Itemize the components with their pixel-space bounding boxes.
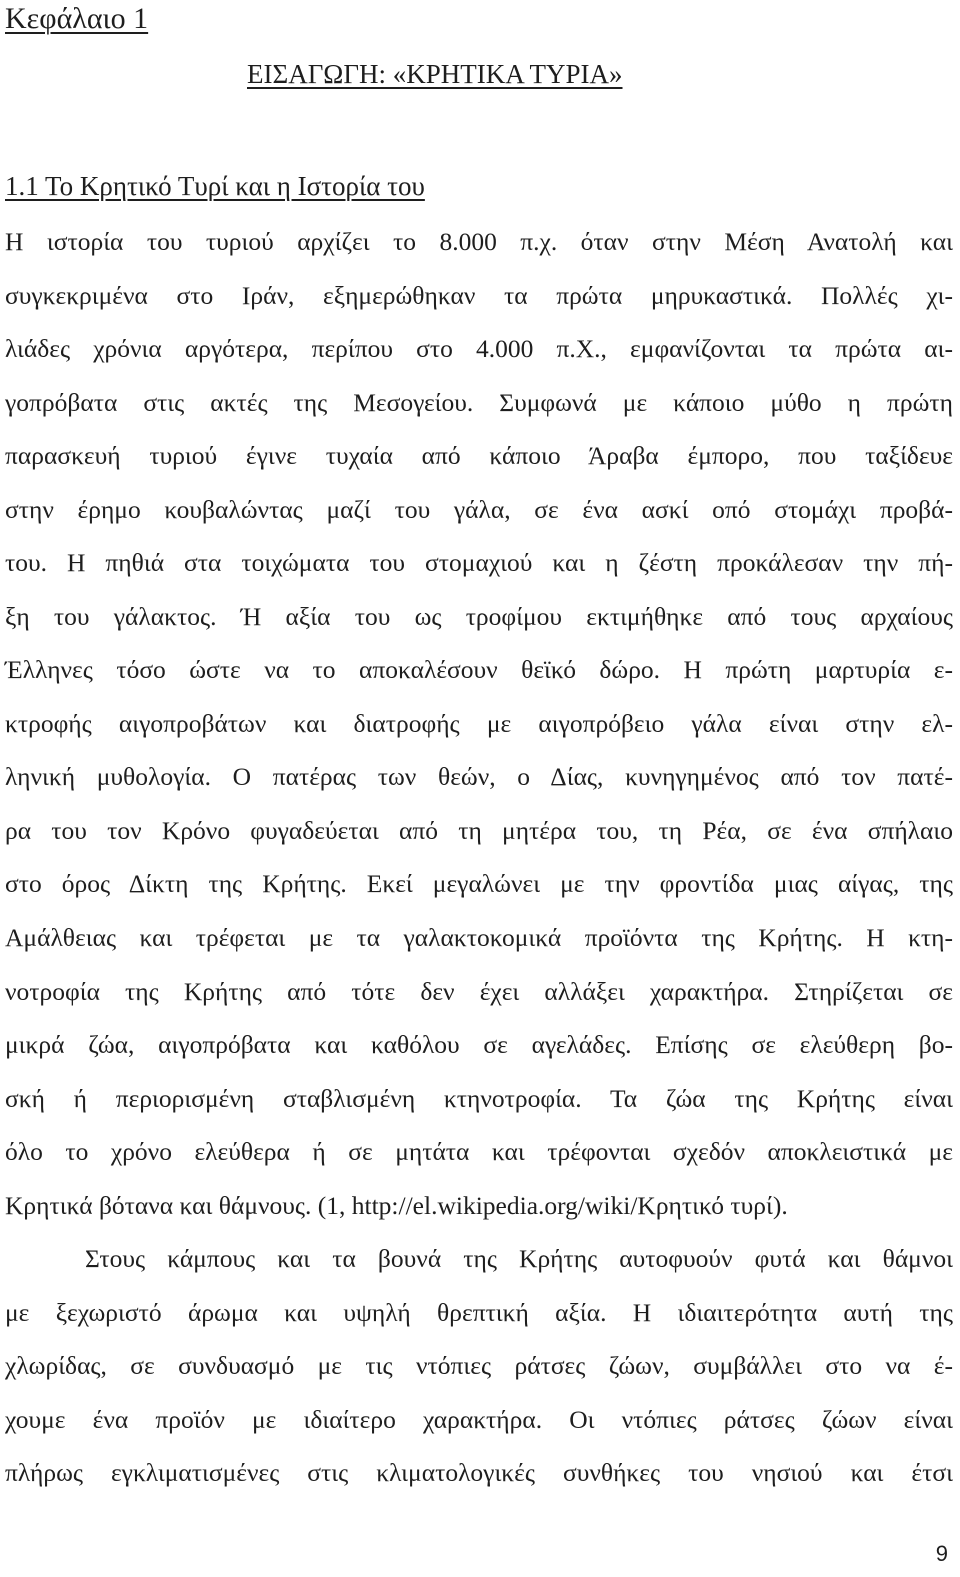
paragraph-line: με ξεχωριστό άρωμα και υψηλή θρεπτική αξία. Η ιδιαιτερότητα αυτή της: [5, 1298, 953, 1327]
paragraph-line: ξη του γάλακτος. Ή αξία του ως τροφίμου εκτιμήθηκε από τους αρχαίους: [5, 602, 953, 631]
paragraph-line: παρασκευή τυριού έγινε τυχαία από κάποιο Άραβα έμπορο, που ταξίδευε: [5, 441, 953, 470]
paragraph-line: γοπρόβατα στις ακτές της Μεσογείου. Συμφωνά με κάποιο μύθο η πρώτη: [5, 388, 953, 417]
paragraph-line: ρα του τον Κρόνο φυγαδεύεται από τη μητέρα του, τη Ρέα, σε ένα σπήλαιο: [5, 816, 953, 845]
paragraph-line: Αμάλθειας και τρέφεται με τα γαλακτοκομικά προϊόντα της Κρήτης. Η κτη-: [5, 923, 953, 952]
section-heading: 1.1 Το Κρητικό Τυρί και η Ιστορία του: [5, 171, 425, 201]
paragraph-line: στο όρος Δίκτη της Κρήτης. Εκεί μεγαλώνει με την φροντίδα μιας αίγας, της: [5, 869, 953, 898]
paragraph-line: Έλληνες τόσο ώστε να το αποκαλέσουν θεϊκό δώρο. Η πρώτη μαρτυρία ε-: [5, 655, 953, 684]
paragraph-line: ληνική μυθολογία. Ο πατέρας των θεών, ο Δίας, κυνηγημένος από τον πατέ-: [5, 762, 953, 791]
paragraph-line: Η ιστορία του τυριού αρχίζει το 8.000 π.χ. όταν στην Μέση Ανατολή και: [5, 227, 953, 256]
paragraph-line: κτροφής αιγοπροβάτων και διατροφής με αιγοπρόβειο γάλα είναι στην ελ-: [5, 709, 953, 738]
chapter-title: ΕΙΣΑΓΩΓΗ: «ΚΡΗΤΙΚΑ ΤΥΡΙΑ»: [247, 59, 623, 89]
paragraph-line: του. Η πηθιά στα τοιχώματα του στομαχιού και η ζέστη προκάλεσαν την πή-: [5, 548, 953, 577]
paragraph-line: νοτροφία της Κρήτης από τότε δεν έχει αλλάξει χαρακτήρα. Στηρίζεται σε: [5, 977, 953, 1006]
page-number: 9: [935, 1541, 948, 1566]
paragraph-line: λιάδες χρόνια αργότερα, περίπου στο 4.000 π.Χ., εμφανίζονται τα πρώτα αι-: [5, 334, 953, 363]
paragraph-line: Κρητικά βότανα και θάμνους. (1, http://el.wikipedia.org/wiki/Κρητικό τυρί).: [5, 1191, 788, 1220]
paragraph-line: χουμε ένα προϊόν με ιδιαίτερο χαρακτήρα. Οι ντόπιες ράτσες ζώων είναι: [5, 1405, 953, 1434]
paragraph-line: μικρά ζώα, αιγοπρόβατα και καθόλου σε αγελάδες. Επίσης σε ελεύθερη βο-: [5, 1030, 953, 1059]
paragraph-line: χλωρίδας, σε συνδυασμό με τις ντόπιες ράτσες ζώων, συμβάλλει στο να έ-: [5, 1351, 953, 1380]
paragraph-line: σκή ή περιορισμένη σταβλισμένη κτηνοτροφία. Τα ζώα της Κρήτης είναι: [5, 1084, 953, 1113]
paragraph-line: συγκεκριμένα στο Ιράν, εξημερώθηκαν τα πρώτα μηρυκαστικά. Πολλές χι-: [5, 281, 953, 310]
paragraph-1-continued: [5, 920, 953, 1240]
paragraph-2: [5, 1241, 953, 1491]
paragraph-line: στην έρημο κουβαλώντας μαζί του γάλα, σε ένα ασκί οπό στομάχι προβά-: [5, 495, 953, 524]
paragraph-line: όλο το χρόνο ελεύθερα ή σε μητάτα και τρέφονται σχεδόν αποκλειστικά με: [5, 1137, 953, 1166]
paragraph-1: [5, 224, 953, 924]
chapter-label: Κεφάλαιο 1: [5, 2, 149, 35]
paragraph-line: πλήρως εγκλιματισμένες στις κλιματολογικές συνθήκες του νησιού και έτσι: [5, 1458, 953, 1487]
paragraph-line: Στους κάμπους και τα βουνά της Κρήτης αυτοφυούν φυτά και θάμνοι: [85, 1244, 953, 1273]
